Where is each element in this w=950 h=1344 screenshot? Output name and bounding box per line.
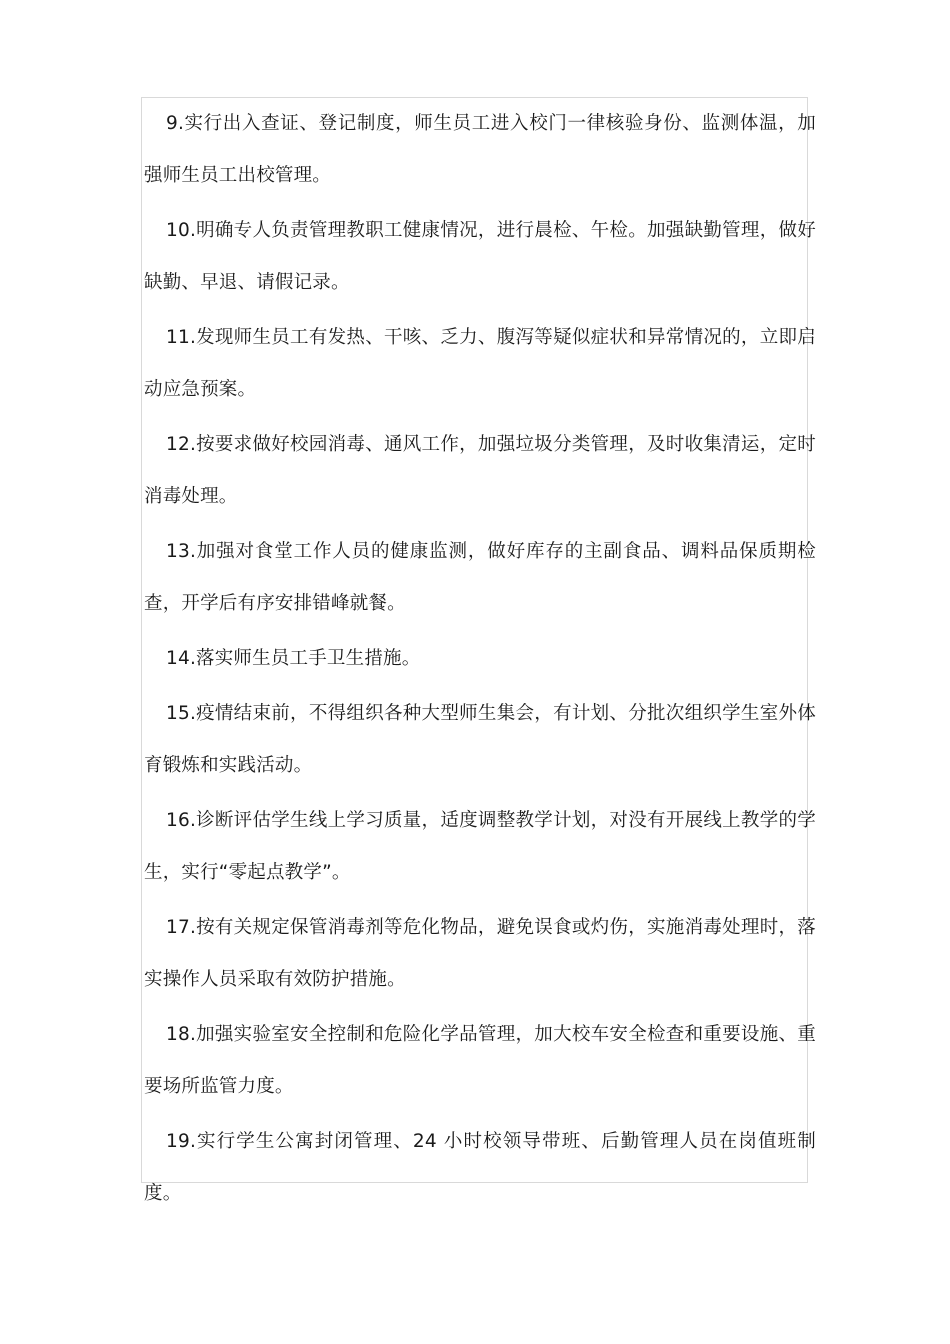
- paragraph-item-19: 19.实行学生公寓封闭管理、24 小时校领导带班、后勤管理人员在岗值班制度。: [144, 1131, 816, 1204]
- paragraph-item-17: 17.按有关规定保管消毒剂等危化物品，避免误食或灼伤，实施消毒处理时，落实操作人员采取有效防护措施。: [144, 917, 816, 990]
- paragraph-item-12: 12.按要求做好校园消毒、通风工作，加强垃圾分类管理，及时收集清运，定时消毒处理。: [144, 434, 816, 507]
- paragraph-item-18: 18.加强实验室安全控制和危险化学品管理，加大校车安全检查和重要设施、重要场所监管力度。: [144, 1024, 816, 1097]
- paragraph-item-10: 10.明确专人负责管理教职工健康情况，进行晨检、午检。加强缺勤管理，做好缺勤、早退、请假记录。: [144, 220, 816, 293]
- paragraph-item-9: 9.实行出入查证、登记制度，师生员工进入校门一律核验身份、监测体温，加强师生员工出校管理。: [144, 113, 816, 186]
- paragraph-item-14: 14.落实师生员工手卫生措施。: [166, 648, 421, 669]
- paragraph-item-13: 13.加强对食堂工作人员的健康监测，做好库存的主副食品、调料品保质期检查，开学后有序安排错峰就餐。: [144, 541, 816, 614]
- paragraph-item-11: 11.发现师生员工有发热、干咳、乏力、腹泻等疑似症状和异常情况的，立即启动应急预案。: [144, 327, 816, 400]
- paragraph-item-16: 16.诊断评估学生线上学习质量，适度调整教学计划，对没有开展线上教学的学生，实行“零起点教学”。: [144, 810, 816, 883]
- document-body: [144, 98, 816, 1204]
- paragraph-item-15: 15.疫情结束前，不得组织各种大型师生集会，有计划、分批次组织学生室外体育锻炼和实践活动。: [144, 703, 816, 776]
